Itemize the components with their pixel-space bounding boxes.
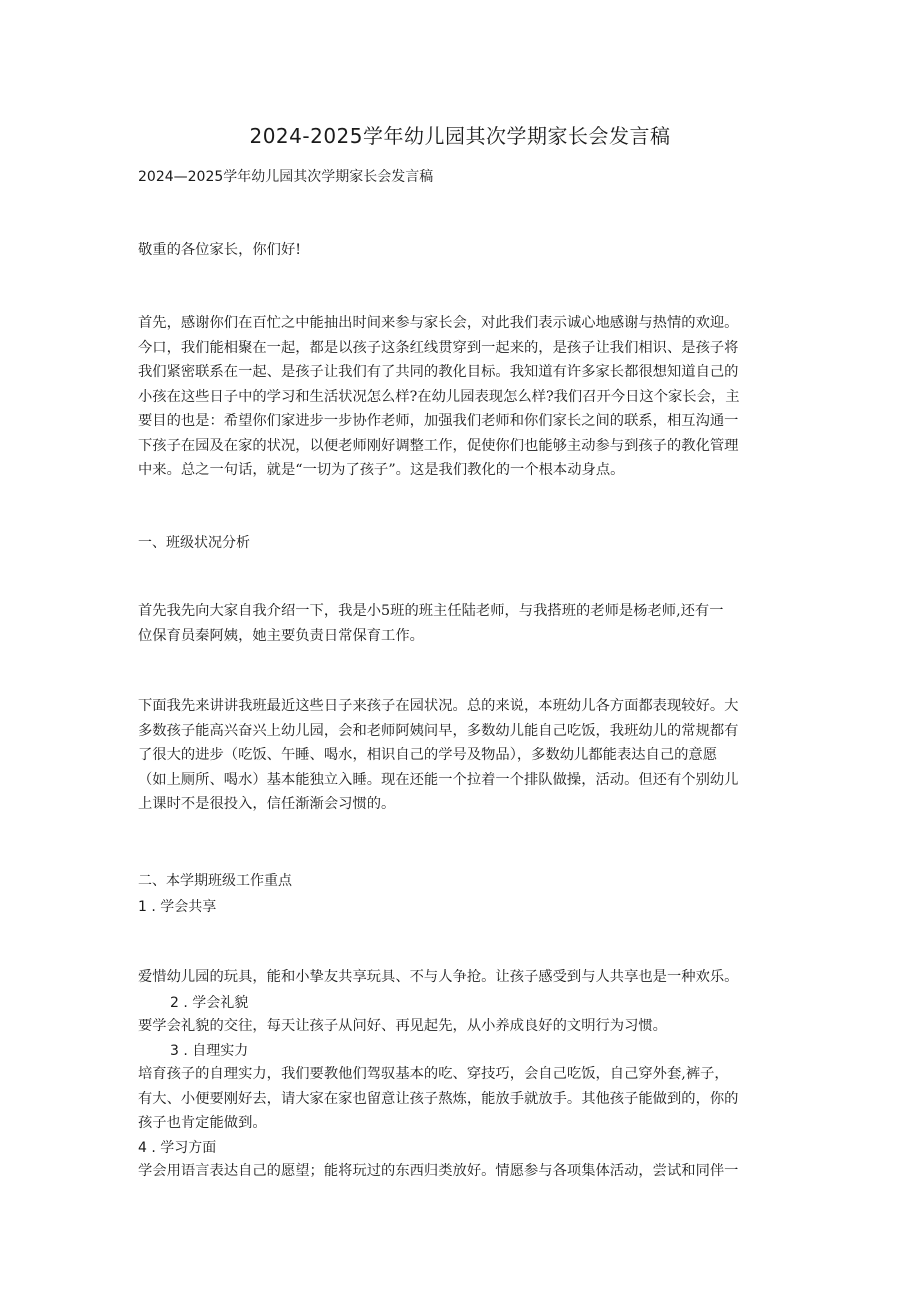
- section1-paragraph-2: [138, 694, 798, 817]
- intro-line: 今口，我们能相聚在一起，都是以孩子这条红线贯穿到一起来的，是孩子让我们相识、是孩子将: [138, 339, 739, 356]
- section1-paragraph-1: [138, 599, 798, 648]
- item2-text: [138, 1014, 798, 1039]
- paragraph-line: 爱惜幼儿园的玩具，能和小挚友共享玩具、不与人争抢。让孩子感受到与人共享也是一种欢乐。: [138, 969, 739, 985]
- paragraph-line: （如上厕所、喝水）基本能独立入睡。现在还能一个拉着一个排队做操，活动。但还有个别幼儿: [138, 771, 739, 788]
- item2-heading: 2 . 学会礼貌: [170, 995, 249, 1011]
- intro-line: 中来。总之一句话，就是“一切为了孩子”。这是我们教化的一个根本动身点。: [138, 462, 625, 478]
- paragraph-line: 下面我先来讲讲我班最近这些日子来孩子在园状况。总的来说，本班幼儿各方面都表现较好。大: [138, 698, 739, 714]
- intro-line: 小孩在这些日子中的学习和生活状况怎么样?在幼儿园表现怎么样?我们召开今日这个家长会，主: [138, 388, 740, 405]
- paragraph-line: 培育孩子的自理实力，我们要教他们驾驭基本的吃、穿技巧，会自己吃饭，自己穿外套,裤子，: [138, 1066, 729, 1082]
- paragraph-line: 上课时不是很投入，信任渐渐会习惯的。: [138, 796, 396, 812]
- item4-heading: 4 . 学习方面: [138, 1140, 217, 1156]
- paragraph-line: 了很大的进步（吃饭、午睡、喝水，相识自己的学号及物品），多数幼儿都能表达自己的意愿: [138, 747, 718, 763]
- item1-heading: 1 . 学会共享: [138, 899, 217, 915]
- paragraph-line: 多数孩子能高兴奋兴上幼儿园，会和老师阿姨问早，多数幼儿能自己吃饭，我班幼儿的常规都有: [138, 722, 739, 739]
- item4-text: [138, 1159, 798, 1184]
- paragraph-line: 有大、小便要刚好去，请大家在家也留意让孩子熬炼，能放手就放手。其他孩子能做到的，你的: [138, 1090, 739, 1107]
- intro-line: 我们紧密联系在一起、是孩子让我们有了共同的教化目标。我知道有许多家长都很想知道自己的: [138, 364, 739, 380]
- paragraph-line: 首先我先向大家自我介绍一下，我是小5班的班主任陆老师，与我搭班的老师是杨老师,还有一: [138, 603, 724, 619]
- document-title: 2024-2025学年幼儿园其次学期家长会发言稿: [249, 124, 671, 148]
- document-subtitle: 2024—2025学年幼儿园其次学期家长会发言稿: [138, 169, 434, 185]
- item3-text: [138, 1062, 798, 1136]
- intro-line: 下孩子在园及在家的状况，以便老师刚好调整工作，促使你们也能够主动参与到孩子的教化管理: [138, 437, 739, 454]
- paragraph-line: 学会用语言表达自己的愿望；能将玩过的东西归类放好。情愿参与各项集体活动，尝试和同伴一: [138, 1163, 739, 1179]
- greeting: 敬重的各位家长，你们好!: [138, 242, 302, 258]
- paragraph-line: 孩子也肯定能做到。: [138, 1115, 267, 1131]
- section2-heading: 二、本学期班级工作重点: [138, 873, 292, 889]
- intro-paragraph: [138, 311, 798, 483]
- intro-line: 要目的也是：希望你们家进步一步协作老师，加强我们老师和你们家长之间的联系，相互沟通一: [138, 413, 739, 429]
- item3-heading: 3 . 自理实力: [170, 1043, 249, 1059]
- intro-line: 首先，感谢你们在百忙之中能抽出时间来参与家长会，对此我们表示诚心地感谢与热情的欢迎。: [138, 315, 739, 331]
- section1-heading: 一、班级状况分析: [138, 535, 250, 551]
- item1-text: [138, 965, 798, 990]
- paragraph-line: 要学会礼貌的交往，每天让孩子从问好、再见起先，从小养成良好的文明行为习惯。: [138, 1018, 667, 1034]
- paragraph-line: 位保育员秦阿姨，她主要负责日常保育工作。: [138, 627, 424, 644]
